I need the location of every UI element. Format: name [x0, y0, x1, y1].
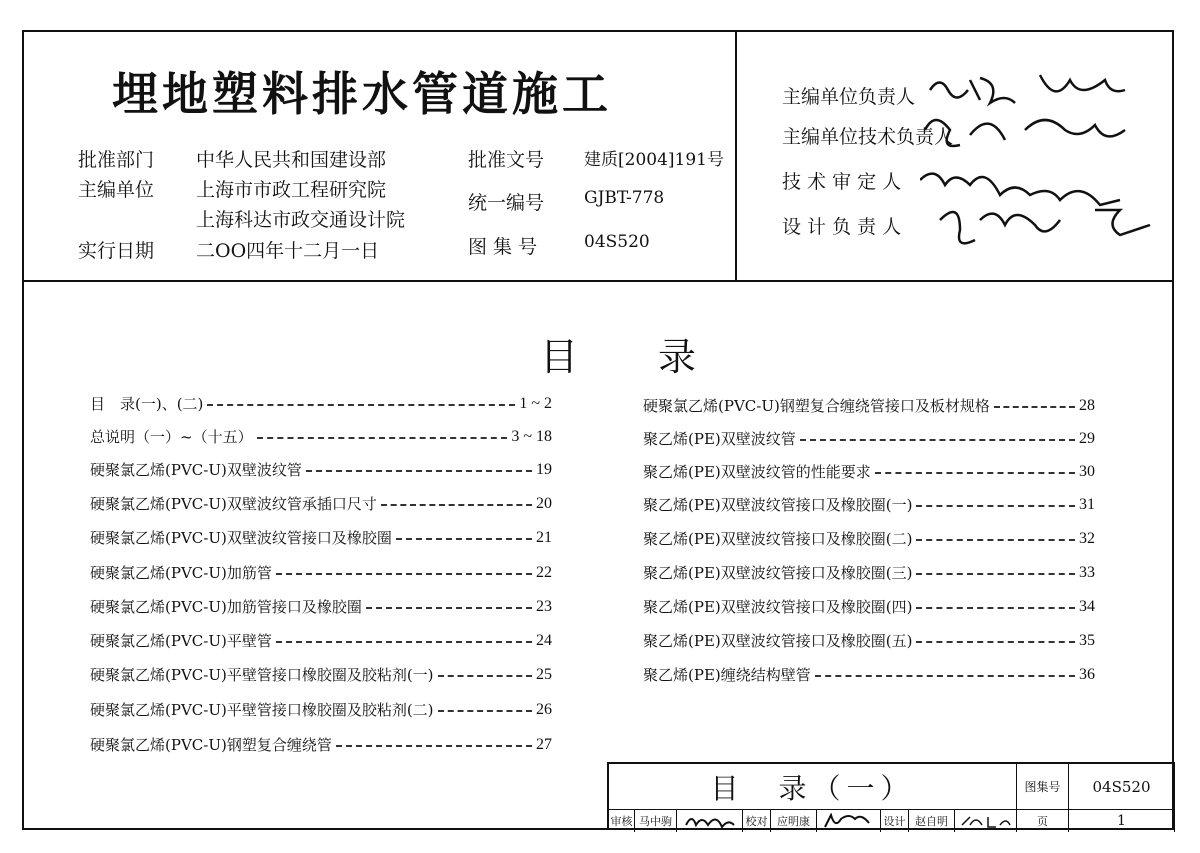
toc-entry-label: 硬聚氯乙烯(PVC-U)双壁波纹管接口及橡胶圈: [90, 529, 392, 547]
editor-1: 上海市市政工程研究院: [196, 179, 387, 201]
divider: [22, 280, 1174, 282]
toc-entry-page: 1 ~ 2: [519, 394, 552, 412]
toc-entry-page: 28: [1079, 396, 1095, 414]
toc-entry-page: 29: [1079, 429, 1095, 447]
leader-line: [815, 675, 1075, 677]
toc-entry: [90, 426, 552, 447]
leader-line: [994, 406, 1075, 408]
toc-entry-label: 硬聚氯乙烯(PVC-U)钢塑复合缠绕管接口及板材规格: [643, 397, 990, 415]
toc-entry: [90, 562, 552, 583]
atlas-no: 04S520: [1069, 764, 1175, 810]
toc-entry-page: 23: [536, 597, 552, 615]
atlas-no: 04S520: [584, 232, 650, 252]
leader-line: [276, 573, 532, 575]
toc-entry: [643, 494, 1095, 515]
approval-no-label: 批准文号: [468, 149, 545, 171]
atlas-label: 图集号: [1017, 764, 1069, 810]
toc-entry: [90, 699, 552, 720]
toc-entry-label: 硬聚氯乙烯(PVC-U)加筋管: [90, 564, 272, 582]
toc-entry: [90, 527, 552, 548]
toc-entry-page: 25: [536, 665, 552, 683]
toc-entry-page: 27: [536, 735, 552, 753]
toc-entry: [643, 562, 1095, 583]
toc-entry-page: 33: [1079, 563, 1095, 581]
toc-entry-label: 聚乙烯(PE)双壁波纹管接口及橡胶圈(三): [643, 564, 913, 582]
toc-entry: [90, 393, 552, 414]
leader-line: [207, 404, 515, 406]
leader-line: [276, 641, 532, 643]
toc-entry-page: 21: [536, 528, 552, 546]
design-label: 设计: [881, 810, 909, 832]
atlas-no-label: 图 集 号: [468, 236, 538, 258]
review-label: 审核: [609, 810, 635, 832]
toc-entry-label: 聚乙烯(PE)双壁波纹管接口及橡胶圈(一): [643, 496, 913, 514]
toc-entry-page: 26: [536, 700, 552, 718]
toc-entry-page: 31: [1079, 495, 1095, 513]
leader-line: [438, 675, 532, 677]
toc-entry-label: 硬聚氯乙烯(PVC-U)双壁波纹管承插口尺寸: [90, 495, 377, 513]
toc-entry-label: 聚乙烯(PE)双壁波纹管接口及橡胶圈(五): [643, 632, 913, 650]
toc-entry-label: 硬聚氯乙烯(PVC-U)钢塑复合缠绕管: [90, 736, 332, 754]
title-block: [607, 762, 1175, 830]
toc-entry-page: 34: [1079, 597, 1095, 615]
leader-line: [916, 539, 1075, 541]
toc-entry-page: 3 ~ 18: [511, 427, 552, 445]
reviewer: 马中驹: [635, 810, 677, 832]
leader-line: [306, 470, 532, 472]
sheet-title: 目 录（一）: [609, 764, 1017, 810]
toc-entry-label: 目 录(一)、(二): [90, 395, 204, 413]
toc-entry: [643, 528, 1095, 549]
toc-entry: [90, 630, 552, 651]
toc-entry-page: 20: [536, 494, 552, 512]
toc-heading-char: 录: [658, 335, 697, 379]
toc-entry-page: 19: [536, 460, 552, 478]
leader-line: [438, 710, 532, 712]
toc-entry-page: 24: [536, 631, 552, 649]
toc-entry-page: 32: [1079, 529, 1095, 547]
editor-label: 主编单位: [78, 179, 155, 201]
page-label: 页: [1017, 810, 1069, 832]
toc-entry: [643, 428, 1095, 449]
leader-line: [916, 573, 1075, 575]
designer-signature: [955, 810, 1017, 832]
toc-entry: [643, 461, 1095, 482]
toc-entry: [90, 664, 552, 685]
document-title: 埋地塑料排水管道施工: [112, 67, 612, 121]
toc-entry-label: 硬聚氯乙烯(PVC-U)平壁管: [90, 632, 272, 650]
leader-line: [916, 607, 1075, 609]
toc-entry-label: 总说明（一）~（十五）: [90, 428, 253, 446]
leader-line: [336, 745, 532, 747]
leader-line: [800, 439, 1075, 441]
toc-entry: [643, 630, 1095, 651]
toc-entry: [90, 596, 552, 617]
toc-entry-label: 聚乙烯(PE)缠绕结构壁管: [643, 666, 811, 684]
toc-entry-label: 聚乙烯(PE)双壁波纹管接口及橡胶圈(四): [643, 598, 913, 616]
designer: 赵自明: [909, 810, 955, 832]
date-label: 实行日期: [78, 240, 155, 262]
approval-dept-label: 批准部门: [78, 149, 155, 171]
approval-dept: 中华人民共和国建设部: [196, 149, 387, 171]
responsible-label: 设 计 负 责 人: [782, 216, 902, 238]
toc-entry-page: 22: [536, 563, 552, 581]
toc-entry-label: 聚乙烯(PE)双壁波纹管接口及橡胶圈(二): [643, 530, 913, 548]
toc-entry-label: 聚乙烯(PE)双壁波纹管: [643, 430, 796, 448]
toc-entry-label: 硬聚氯乙烯(PVC-U)平壁管接口橡胶圈及胶粘剂(二): [90, 701, 434, 719]
toc-entry: [90, 459, 552, 480]
toc-entry-page: 35: [1079, 631, 1095, 649]
checker-signature: [817, 810, 881, 832]
effective-date: 二OO四年十二月一日: [196, 240, 380, 262]
leader-line: [916, 505, 1075, 507]
leader-line: [366, 607, 532, 609]
leader-line: [916, 641, 1075, 643]
responsible-label: 主编单位负责人: [782, 86, 916, 108]
leader-line: [875, 472, 1075, 474]
responsible-label: 技 术 审 定 人: [782, 171, 902, 193]
toc-entry-label: 硬聚氯乙烯(PVC-U)平壁管接口橡胶圈及胶粘剂(一): [90, 666, 434, 684]
approval-no: 建质[2004]191号: [584, 150, 724, 170]
toc-entry: [90, 734, 552, 755]
leader-line: [396, 538, 532, 540]
toc-entry: [643, 664, 1095, 685]
page-number: 1: [1069, 810, 1175, 832]
check-label: 校对: [743, 810, 771, 832]
toc-entry-page: 36: [1079, 665, 1095, 683]
toc-heading-char: 目: [540, 335, 579, 379]
unified-no-label: 统一编号: [468, 192, 545, 214]
responsible-label: 主编单位技术负责人: [782, 126, 954, 148]
toc-entry-label: 硬聚氯乙烯(PVC-U)双壁波纹管: [90, 461, 302, 479]
toc-entry: [90, 493, 552, 514]
editor-2: 上海科达市政交通设计院: [196, 209, 406, 231]
leader-line: [257, 437, 508, 439]
toc-entry: [643, 596, 1095, 617]
checker: 应明康: [771, 810, 817, 832]
toc-entry: [643, 395, 1095, 416]
toc-entry-page: 30: [1079, 462, 1095, 480]
leader-line: [381, 504, 532, 506]
divider: [735, 30, 737, 282]
toc-entry-label: 聚乙烯(PE)双壁波纹管的性能要求: [643, 463, 871, 481]
toc-heading: [540, 326, 776, 381]
handwritten-signatures: [920, 60, 1170, 260]
reviewer-signature: [677, 810, 743, 832]
toc-entry-label: 硬聚氯乙烯(PVC-U)加筋管接口及橡胶圈: [90, 598, 362, 616]
unified-no: GJBT-778: [584, 188, 665, 208]
